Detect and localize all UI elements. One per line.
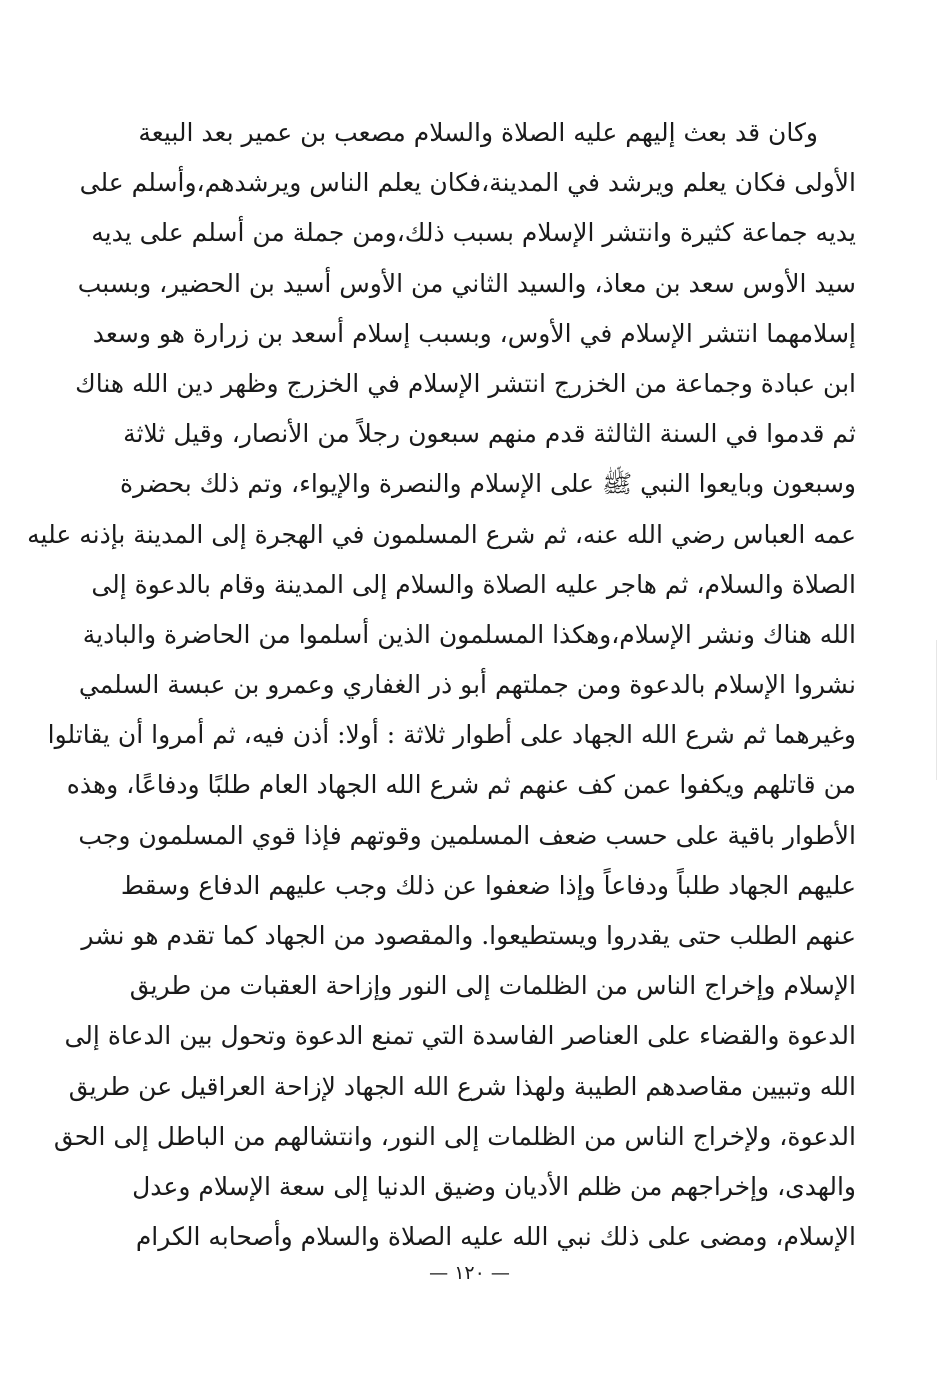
text-line-12: نشروا الإسلام بالدعوة ومن جملتهم أبو ذر الغفاري وعمرو بن عبسة السلمي bbox=[78, 670, 856, 700]
text-line-9: عمه العباس رضي الله عنه، ثم شرع المسلمون في الهجرة إلى المدينة بإذنه عليه bbox=[27, 519, 856, 549]
text-line-16: عليهم الجهاد طلباً ودفاعاً وإذا ضعفوا عن ذلك وجب عليهم الدفاع وسقط bbox=[120, 870, 856, 900]
text-line-4: سيد الأوس سعد بن معاذ، والسيد الثاني من الأوس أسيد بن الحضير، وبسبب bbox=[77, 268, 856, 298]
text-line-6: ابن عبادة وجماعة من الخزرج انتشر الإسلام في الخزرج وظهر دين الله هناك bbox=[75, 368, 856, 398]
text-line-20: الله وتبيين مقاصدهم الطيبة ولهذا شرع الله الجهاد لإزاحة العراقيل عن طريق bbox=[68, 1071, 856, 1101]
text-line-3: يديه جماعة كثيرة وانتشر الإسلام بسبب ذلك،ومن جملة من أسلم على يديه bbox=[91, 218, 856, 248]
text-line-1: وكان قد بعث إليهم عليه الصلاة والسلام مصعب بن عمير بعد البيعة bbox=[138, 118, 818, 147]
text-line-2: الأولى فكان يعلم ويرشد في المدينة،فكان يعلم الناس ويرشدهم،وأسلم على bbox=[79, 168, 856, 198]
body-text bbox=[27, 108, 856, 1262]
text-line-18: الإسلام وإخراج الناس من الظلمات إلى النور وإزاحة العقبات من طريق bbox=[129, 971, 856, 1001]
text-line-19: الدعوة والقضاء على العناصر الفاسدة التي تمنع الدعوة وتحول بين الدعاة إلى bbox=[64, 1021, 856, 1051]
scan-edge-mark bbox=[936, 640, 937, 780]
text-line-11: الله هناك ونشر الإسلام،وهكذا المسلمون الذين أسلموا من الحاضرة والبادية bbox=[82, 619, 856, 649]
text-line-15: الأطوار باقية على حسب ضعف المسلمين وقوتهم فإذا قوي المسلمون وجب bbox=[78, 820, 856, 850]
text-line-7: ثم قدموا في السنة الثالثة قدم منهم سبعون رجلاً من الأنصار، وقيل ثلاثة bbox=[123, 419, 856, 449]
text-line-14: من قاتلهم ويكفوا عمن كف عنهم ثم شرع الله الجهاد العام طلبًا ودفاعًا، وهذه bbox=[66, 770, 856, 800]
text-line-8: وسبعون وبايعوا النبي ﷺ على الإسلام والنصرة والإيواء، وتم ذلك بحضرة bbox=[120, 469, 856, 499]
text-line-21: الدعوة، ولإخراج الناس من الظلمات إلى النور، وانتشالهم من الباطل إلى الحق bbox=[53, 1121, 856, 1151]
page-number: — ١٢٠ — bbox=[429, 1262, 510, 1284]
text-line-22: والهدى، وإخراجهم من ظلم الأديان وضيق الدنيا إلى سعة الإسلام وعدل bbox=[132, 1171, 856, 1201]
text-line-10: الصلاة والسلام، ثم هاجر عليه الصلاة والسلام إلى المدينة وقام بالدعوة إلى bbox=[91, 569, 856, 599]
text-line-23: الإسلام، ومضى على ذلك نبي الله عليه الصلاة والسلام وأصحابه الكرام bbox=[135, 1222, 856, 1252]
text-line-5: إسلامهما انتشر الإسلام في الأوس، وبسبب إسلام أسعد بن زرارة هو وسعد bbox=[92, 318, 856, 348]
text-line-13: وغيرهما ثم شرع الله الجهاد على أطوار ثلاثة : أولا: أذن فيه، ثم أمروا أن يقاتلوا bbox=[47, 720, 856, 750]
text-line-17: عنهم الطلب حتى يقدروا ويستطيعوا. والمقصود من الجهاد كما تقدم هو نشر bbox=[81, 921, 856, 950]
